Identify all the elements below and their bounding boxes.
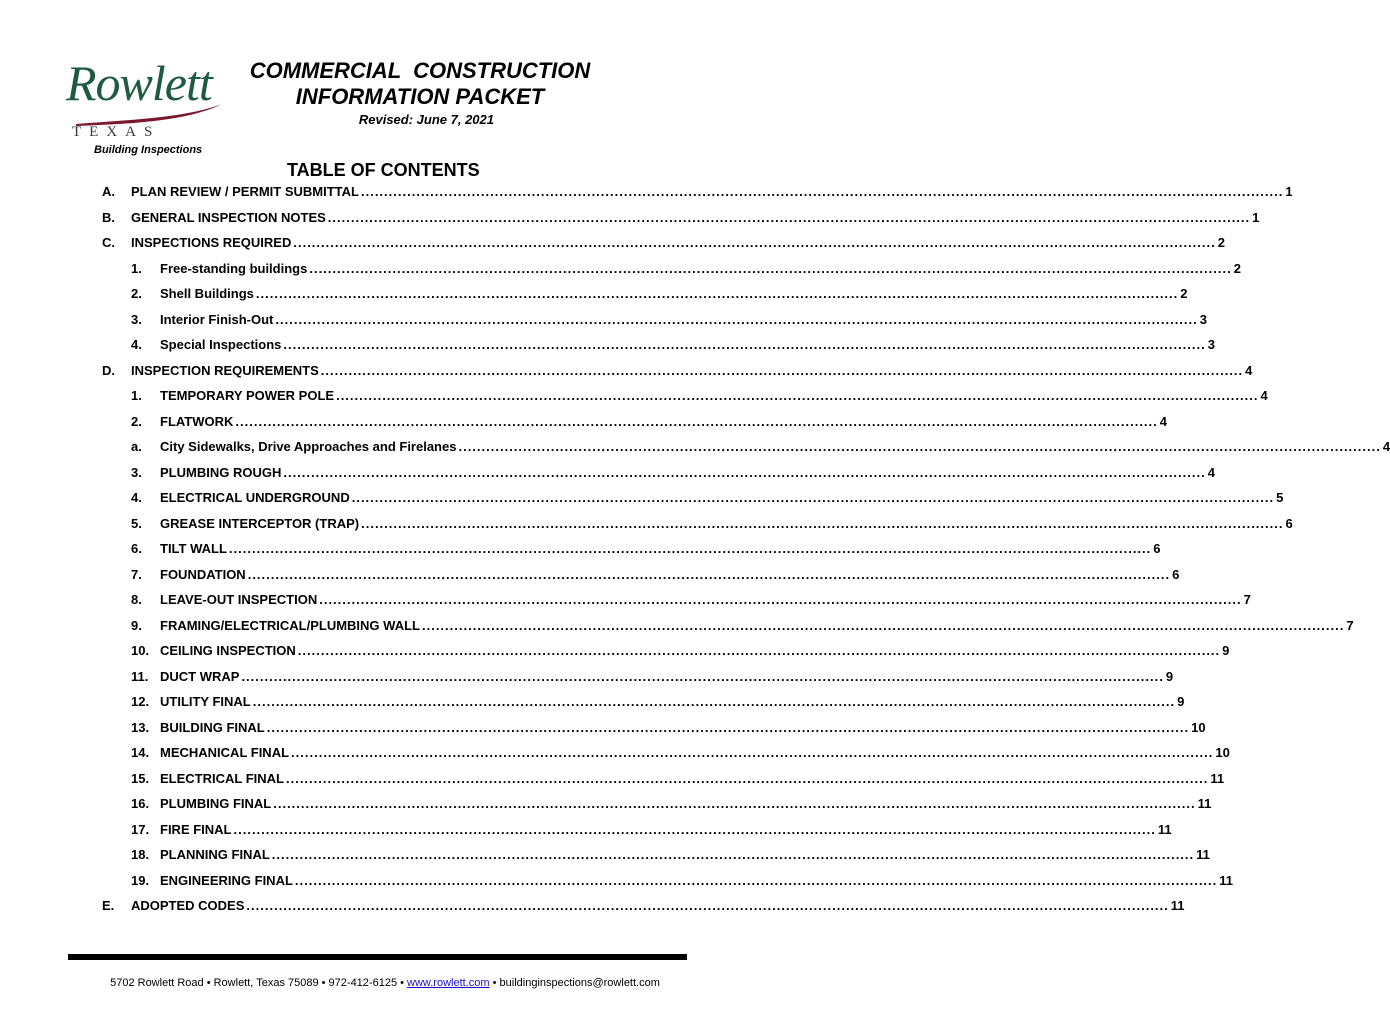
toc-entry-title: Free-standing buildings [160, 260, 308, 276]
toc-leader-dots: ........................................................................................................................................................................................................ [458, 439, 1381, 454]
toc-entry[interactable] [102, 183, 1293, 201]
toc-entry[interactable] [102, 234, 1225, 252]
toc-entry-page: 1 [1285, 184, 1293, 199]
toc-entry-number: 12. [131, 694, 150, 709]
toc-entry[interactable] [131, 719, 1206, 737]
toc-leader-dots: ........................................................................................................................................................................................................ [241, 668, 1164, 684]
toc-entry-page: 11 [1219, 872, 1234, 888]
toc-entry-number: 15. [131, 770, 150, 786]
document-title-line2: INFORMATION PACKET [295, 84, 545, 109]
toc-entry-page: 5 [1276, 490, 1284, 505]
footer [0, 977, 770, 989]
toc-entry-title: INSPECTIONS REQUIRED [131, 235, 292, 250]
toc-entry-number: 7. [131, 566, 142, 582]
toc-entry-title: MECHANICAL FINAL [160, 745, 290, 760]
website-link[interactable]: www.rowlett.com [407, 977, 490, 989]
toc-entry-title: PLUMBING ROUGH [160, 464, 282, 480]
toc-entry[interactable] [131, 336, 1215, 354]
toc-leader-dots: ........................................................................................................................................................................................................ [319, 592, 1242, 607]
toc-leader-dots: ........................................................................................................................................................................................................ [327, 209, 1251, 225]
toc-entry[interactable] [131, 438, 1390, 456]
toc-entry-page: 11 [1196, 847, 1210, 862]
toc-entry-page: 6 [1153, 541, 1161, 556]
footer-email: • buildinginspections@rowlett.com [489, 977, 660, 989]
toc-entry[interactable] [131, 285, 1188, 303]
toc-entry-title: Interior Finish-Out [160, 311, 274, 327]
toc-entry[interactable] [131, 821, 1172, 839]
toc-leader-dots: ........................................................................................................................................................................................................ [275, 311, 1198, 327]
toc-entry-number: 14. [131, 745, 150, 760]
toc-entry-title: CEILING INSPECTION [160, 643, 296, 658]
toc-entry-number: D. [102, 362, 115, 378]
toc-entry-title: DUCT WRAP [160, 668, 240, 684]
toc-entry-page: 4 [1159, 413, 1168, 429]
toc-leader-dots: ........................................................................................................................................................................................................ [235, 413, 1158, 429]
toc-entry-number: 10. [131, 643, 150, 658]
toc-leader-dots: ........................................................................................................................................................................................................ [351, 490, 1275, 505]
toc-entry-title: PLANNING FINAL [160, 847, 270, 862]
toc-leader-dots: ........................................................................................................................................................................................................ [255, 286, 1179, 301]
toc-entry-page: 3 [1199, 311, 1207, 327]
toc-entry-page: 10 [1191, 719, 1206, 735]
toc-entry-title: ELECTRICAL FINAL [160, 770, 284, 786]
toc-entry-number: 19. [131, 872, 150, 888]
toc-entry[interactable] [131, 515, 1293, 533]
toc-leader-dots: ........................................................................................................................................................................................................ [252, 694, 1176, 709]
toc-entry-page: 9 [1177, 694, 1185, 709]
toc-entry[interactable] [131, 311, 1207, 329]
toc-entry[interactable] [131, 566, 1180, 584]
toc-leader-dots: ........................................................................................................................................................................................................ [247, 566, 1171, 582]
toc-entry[interactable] [102, 362, 1253, 380]
toc-leader-dots: ........................................................................................................................................................................................................ [283, 464, 1206, 480]
toc-entry-page: 1 [1252, 209, 1260, 225]
toc-entry-number: C. [102, 235, 115, 250]
toc-leader-dots: ........................................................................................................................................................................................................ [361, 515, 1284, 531]
department-label: Building Inspections [94, 144, 203, 156]
toc-entry-page: 10 [1215, 745, 1230, 760]
toc-entry-page: 7 [1243, 592, 1251, 607]
toc-entry[interactable] [131, 387, 1268, 405]
toc-entry-page: 6 [1285, 515, 1293, 531]
document-title-line1: COMMERCIAL CONSTRUCTION [249, 58, 591, 83]
toc-entry-title: INSPECTION REQUIREMENTS [131, 362, 319, 378]
toc-entry-number: 2. [131, 286, 142, 301]
toc-entry[interactable] [131, 591, 1251, 609]
toc-entry-page: 6 [1172, 566, 1180, 582]
toc-entry-title: ENGINEERING FINAL [160, 872, 293, 888]
toc-entry-number: 17. [131, 821, 150, 837]
toc-entry[interactable] [131, 795, 1212, 813]
toc-leader-dots: ........................................................................................................................................................................................................ [271, 847, 1195, 862]
toc-entry-page: 2 [1233, 260, 1241, 276]
toc-entry-title: Shell Buildings [160, 286, 254, 301]
toc-entry-number: 13. [131, 719, 150, 735]
logo-wordmark: Rowlett [66, 55, 212, 111]
toc-entry-title: FLATWORK [160, 413, 234, 429]
toc-entry-page: 2 [1217, 235, 1225, 250]
toc-entry-title: PLAN REVIEW / PERMIT SUBMITTAL [131, 184, 359, 199]
toc-entry-page: 11 [1157, 821, 1172, 837]
toc-entry-page: 4 [1245, 362, 1253, 378]
toc-entry[interactable] [131, 668, 1174, 686]
toc-leader-dots: ........................................................................................................................................................................................................ [293, 235, 1216, 250]
toc-entry-number: 6. [131, 541, 142, 556]
toc-entry-title: ADOPTED CODES [131, 898, 245, 913]
toc-entry-title: GENERAL INSPECTION NOTES [131, 209, 326, 225]
toc-entry-page: 11 [1197, 796, 1212, 811]
toc-leader-dots: ........................................................................................................................................................................................................ [421, 617, 1345, 633]
toc-entry[interactable] [131, 642, 1230, 660]
toc-entry[interactable] [131, 693, 1185, 711]
toc-entry-number: 4. [131, 490, 142, 505]
toc-entry-number: 1. [131, 260, 142, 276]
footer-address: 5702 Rowlett Road • Rowlett, Texas 75089 • 972-412-6125 • [110, 977, 408, 989]
toc-leader-dots: ........................................................................................................................................................................................................ [291, 745, 1214, 760]
toc-entry-title: LEAVE-OUT INSPECTION [160, 592, 318, 607]
toc-entry-number: B. [102, 209, 115, 225]
toc-entry-title: FRAMING/ELECTRICAL/PLUMBING WALL [160, 617, 420, 633]
toc-entry-number: 8. [131, 592, 142, 607]
toc-entry-page: 11 [1170, 898, 1185, 913]
toc-entry-number: 18. [131, 847, 150, 862]
revision-date: Revised: June 7, 2021 [358, 112, 494, 127]
toc-leader-dots: ........................................................................................................................................................................................................ [285, 770, 1209, 786]
toc-entry-title: BUILDING FINAL [160, 719, 265, 735]
toc-entry-title: FOUNDATION [160, 566, 246, 582]
toc-entry-title: Special Inspections [160, 337, 282, 352]
toc-leader-dots: ........................................................................................................................................................................................................ [266, 719, 1190, 735]
toc-entry-title: TILT WALL [160, 541, 227, 556]
toc-entry-title: ELECTRICAL UNDERGROUND [160, 490, 350, 505]
toc-entry-number: E. [102, 898, 115, 913]
toc-entry[interactable] [131, 413, 1168, 431]
toc-entry[interactable] [131, 744, 1230, 762]
toc-entry-number: 2. [131, 413, 142, 429]
toc-leader-dots: ........................................................................................................................................................................................................ [283, 337, 1206, 352]
toc-entry-number: 16. [131, 796, 150, 811]
toc-entry-page: 2 [1180, 286, 1188, 301]
toc-entry[interactable] [131, 617, 1354, 635]
toc-leader-dots: ........................................................................................................................................................................................................ [294, 872, 1218, 888]
toc-entry[interactable] [131, 464, 1215, 482]
toc-entry-title: PLUMBING FINAL [160, 796, 272, 811]
toc-entry-title: TEMPORARY POWER POLE [160, 388, 335, 403]
toc-entry-number: A. [102, 184, 115, 199]
toc-heading: TABLE OF CONTENTS [287, 160, 480, 180]
toc-leader-dots: ........................................................................................................................................................................................................ [297, 643, 1221, 658]
toc-entry-page: 9 [1222, 643, 1230, 658]
toc-entry-page: 9 [1165, 668, 1174, 684]
toc-entry-page: 4 [1260, 388, 1268, 403]
toc-entry[interactable] [131, 872, 1234, 890]
toc-entry[interactable] [131, 846, 1210, 864]
toc-entry-number: 3. [131, 311, 142, 327]
toc-entry-number: 5. [131, 515, 142, 531]
toc-entry-title: City Sidewalks, Drive Approaches and Firelanes [160, 439, 457, 454]
toc-leader-dots: ........................................................................................................................................................................................................ [273, 796, 1196, 811]
toc-entry-title: FIRE FINAL [160, 821, 232, 837]
footer-divider [68, 954, 687, 960]
toc-entry-number: 1. [131, 388, 142, 403]
toc-entry-number: a. [131, 439, 142, 454]
toc-leader-dots: ........................................................................................................................................................................................................ [309, 260, 1232, 276]
toc-entry-number: 11. [131, 668, 149, 684]
toc-entry-page: 4 [1207, 464, 1215, 480]
toc-leader-dots: ........................................................................................................................................................................................................ [246, 898, 1169, 913]
toc-leader-dots: ........................................................................................................................................................................................................ [360, 184, 1284, 199]
toc-leader-dots: ........................................................................................................................................................................................................ [228, 541, 1152, 556]
toc-entry[interactable] [102, 897, 1185, 915]
toc-entry[interactable] [131, 540, 1161, 558]
toc-entry-page: 11 [1210, 770, 1225, 786]
toc-entry[interactable] [131, 770, 1225, 788]
toc-leader-dots: ........................................................................................................................................................................................................ [320, 362, 1244, 378]
toc-entry-page: 7 [1346, 617, 1354, 633]
toc-leader-dots: ........................................................................................................................................................................................................ [233, 821, 1156, 837]
toc-leader-dots: ........................................................................................................................................................................................................ [336, 388, 1259, 403]
toc-entry[interactable] [131, 260, 1241, 278]
toc-entry[interactable] [131, 489, 1284, 507]
logo-state-text: TEXAS [72, 124, 161, 140]
toc-entry-title: UTILITY FINAL [160, 694, 251, 709]
toc-entry-page: 3 [1207, 337, 1215, 352]
toc-entry-number: 4. [131, 337, 142, 352]
toc-entry-page: 4 [1382, 439, 1390, 454]
toc-entry-title: GREASE INTERCEPTOR (TRAP) [160, 515, 360, 531]
toc-entry-number: 3. [131, 464, 142, 480]
toc-entry-number: 9. [131, 617, 142, 633]
toc-entry[interactable] [102, 209, 1260, 227]
